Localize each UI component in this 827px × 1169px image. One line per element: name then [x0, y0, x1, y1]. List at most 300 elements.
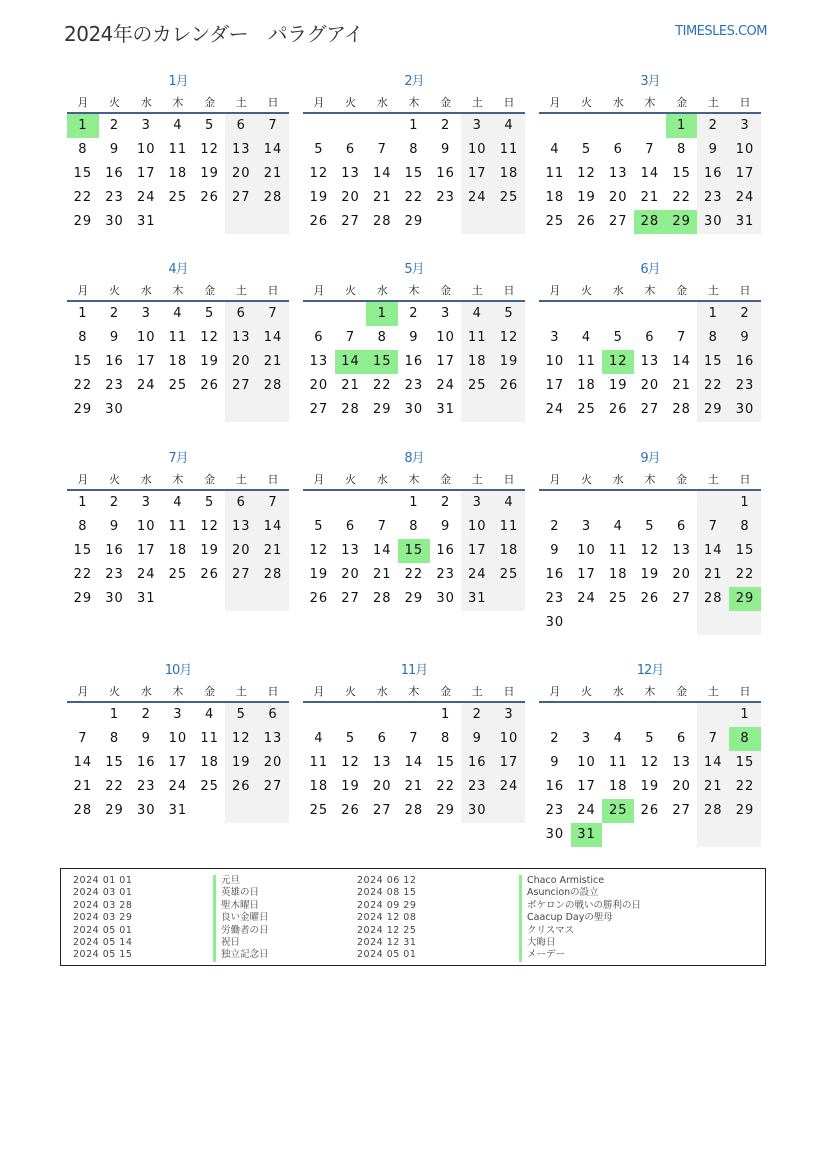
day-cell: 16	[545, 567, 565, 582]
day-cell: 21	[257, 350, 289, 374]
day-cell: 30	[436, 591, 455, 606]
holiday-date: 2024 06 12	[357, 875, 417, 886]
day-cell: 26	[200, 378, 219, 393]
day-cell: 26	[200, 190, 219, 205]
day-cell: 26	[493, 374, 525, 398]
month-block	[539, 73, 761, 234]
day-cell: 8	[697, 326, 729, 350]
day-cell: 19	[640, 567, 660, 582]
day-cell: 18	[493, 539, 525, 563]
day-cell: 10	[577, 755, 596, 770]
day-cell: 13	[640, 354, 660, 369]
day-cell: 5	[345, 731, 356, 746]
holiday-date: 2024 12 08	[357, 912, 417, 924]
empty-day-cell	[602, 491, 634, 515]
day-cell: 6	[225, 302, 257, 326]
day-cell: 9	[109, 519, 120, 534]
empty-day-cell	[539, 703, 571, 727]
weekday-label: 日	[503, 284, 515, 297]
day-cell: 12	[640, 543, 660, 558]
weekday-label: 水	[612, 284, 624, 297]
day-cell: 30	[105, 214, 124, 229]
empty-day-cell	[539, 491, 571, 515]
day-cell: 23	[545, 591, 565, 606]
holiday-date: 2024 03 01	[73, 887, 133, 899]
day-cell: 28	[372, 214, 392, 229]
day-cell: 18	[577, 378, 596, 393]
day-cell: 24	[136, 378, 156, 393]
weekday-label: 木	[644, 685, 656, 698]
day-cell: 2	[697, 114, 729, 138]
day-cell: 29	[105, 803, 124, 818]
empty-day-cell	[194, 398, 226, 422]
day-cell: 5	[204, 306, 215, 321]
day-cell: 15	[404, 166, 424, 181]
day-cell: 24	[136, 190, 156, 205]
day-cell: 28	[257, 186, 289, 210]
day-cell: 17	[168, 755, 188, 770]
day-cell: 18	[608, 567, 628, 582]
day-cell: 25	[545, 214, 565, 229]
day-cell: 24	[577, 591, 596, 606]
day-cell: 21	[404, 779, 424, 794]
day-cell: 17	[577, 779, 596, 794]
day-cell: 7	[377, 142, 387, 157]
day-cell: 18	[200, 755, 219, 770]
weekday-label: 水	[612, 96, 624, 109]
weekday-label: 火	[345, 284, 357, 297]
day-cell: 6	[676, 519, 687, 534]
day-cell: 19	[608, 378, 628, 393]
day-cell: 4	[550, 142, 560, 157]
weekday-header	[303, 470, 525, 491]
day-cell: 28	[372, 591, 392, 606]
weekday-label: 金	[204, 685, 216, 698]
empty-day-cell	[303, 302, 335, 326]
weekday-label: 火	[581, 473, 593, 486]
day-cell: 9	[440, 519, 451, 534]
day-cell: 17	[461, 162, 493, 186]
day-cell: 18	[168, 543, 188, 558]
day-cell: 3	[550, 330, 560, 345]
weekday-label: 木	[408, 284, 420, 297]
day-cell: 20	[372, 779, 392, 794]
holiday-day-cell: 14	[335, 350, 367, 374]
weekday-label: 日	[739, 284, 751, 297]
empty-day-cell	[634, 703, 666, 727]
day-cell: 13	[257, 727, 289, 751]
weekday-label: 土	[707, 96, 719, 109]
day-cell: 4	[493, 114, 525, 138]
month-title: 6月	[640, 262, 660, 277]
day-cell: 30	[461, 799, 493, 823]
empty-day-cell	[67, 703, 99, 727]
day-cell: 5	[314, 519, 324, 534]
day-cell: 21	[257, 539, 289, 563]
holiday-name: ボケロンの戦いの勝利の日	[519, 900, 641, 912]
day-cell: 19	[493, 350, 525, 374]
day-cell: 4	[461, 302, 493, 326]
day-grid	[539, 491, 761, 635]
day-cell: 13	[309, 354, 329, 369]
day-cell: 23	[105, 378, 124, 393]
empty-day-cell	[666, 491, 698, 515]
day-cell: 3	[729, 114, 761, 138]
day-cell: 30	[105, 591, 124, 606]
day-cell: 28	[341, 402, 360, 417]
empty-day-cell	[571, 703, 603, 727]
day-cell: 10	[461, 138, 493, 162]
weekday-label: 日	[739, 473, 751, 486]
day-cell: 10	[136, 330, 156, 345]
day-cell: 22	[73, 567, 93, 582]
weekday-label: 水	[612, 473, 624, 486]
day-cell: 23	[404, 378, 424, 393]
weekday-label: 土	[707, 685, 719, 698]
day-cell: 24	[729, 186, 761, 210]
empty-day-cell	[602, 823, 634, 847]
month-block	[539, 662, 761, 847]
empty-day-cell	[335, 491, 367, 515]
day-cell: 19	[200, 166, 219, 181]
day-cell: 23	[105, 190, 124, 205]
day-cell: 13	[341, 543, 360, 558]
day-cell: 7	[257, 302, 289, 326]
day-cell: 28	[697, 587, 729, 611]
weekday-label: 日	[739, 96, 751, 109]
day-grid	[539, 114, 761, 234]
day-cell: 29	[73, 402, 93, 417]
day-cell: 14	[257, 138, 289, 162]
day-cell: 2	[550, 519, 560, 534]
month-title: 3月	[640, 74, 660, 89]
day-cell: 25	[200, 779, 219, 794]
day-cell: 11	[493, 138, 525, 162]
day-cell: 6	[225, 491, 257, 515]
day-cell: 20	[341, 190, 360, 205]
empty-day-cell	[194, 587, 226, 611]
day-cell: 26	[640, 803, 660, 818]
day-cell: 8	[109, 731, 120, 746]
weekday-label: 日	[267, 96, 279, 109]
weekday-label: 金	[440, 685, 452, 698]
empty-day-cell	[539, 114, 571, 138]
weekday-label: 月	[313, 685, 325, 698]
day-cell: 11	[461, 326, 493, 350]
day-cell: 7	[257, 491, 289, 515]
month-title: 11月	[400, 663, 428, 678]
day-cell: 8	[78, 330, 88, 345]
day-cell: 5	[645, 731, 655, 746]
day-cell: 20	[225, 350, 257, 374]
month-title: 1月	[168, 74, 188, 89]
weekday-label: 金	[440, 284, 452, 297]
day-cell: 29	[404, 591, 424, 606]
day-cell: 26	[309, 591, 329, 606]
weekday-label: 火	[581, 96, 593, 109]
day-cell: 22	[672, 190, 691, 205]
day-cell: 1	[697, 302, 729, 326]
day-cell: 18	[545, 190, 565, 205]
weekday-label: 火	[109, 96, 121, 109]
brand-link[interactable]: TIMESLES.COM	[675, 24, 767, 39]
day-cell: 25	[493, 563, 525, 587]
weekday-label: 火	[581, 284, 593, 297]
day-cell: 1	[440, 707, 451, 722]
day-cell: 10	[136, 519, 156, 534]
day-cell: 12	[341, 755, 360, 770]
day-cell: 8	[409, 519, 419, 534]
day-cell: 3	[141, 306, 151, 321]
month-title: 2月	[404, 74, 424, 89]
day-cell: 13	[225, 326, 257, 350]
day-cell: 7	[676, 330, 687, 345]
day-cell: 25	[577, 402, 596, 417]
day-cell: 23	[545, 803, 565, 818]
day-cell: 25	[168, 378, 188, 393]
day-cell: 31	[136, 591, 156, 606]
empty-day-cell	[571, 491, 603, 515]
day-cell: 29	[73, 591, 93, 606]
holiday-day-cell: 31	[571, 823, 603, 847]
day-cell: 24	[136, 567, 156, 582]
day-cell: 22	[729, 775, 761, 799]
day-cell: 25	[309, 803, 329, 818]
day-cell: 1	[109, 707, 120, 722]
day-cell: 14	[257, 326, 289, 350]
day-cell: 12	[200, 330, 219, 345]
day-cell: 14	[372, 166, 392, 181]
weekday-label: 火	[345, 96, 357, 109]
day-cell: 9	[697, 138, 729, 162]
weekday-label: 木	[644, 284, 656, 297]
weekday-label: 金	[440, 473, 452, 486]
empty-day-cell	[225, 799, 257, 823]
day-cell: 27	[225, 563, 257, 587]
day-cell: 9	[550, 543, 560, 558]
day-cell: 8	[78, 142, 88, 157]
holiday-name: 祝日	[213, 937, 269, 949]
empty-day-cell	[634, 611, 666, 635]
weekday-header	[539, 93, 761, 114]
weekday-label: 木	[408, 96, 420, 109]
day-cell: 30	[545, 827, 565, 842]
day-cell: 26	[225, 775, 257, 799]
day-cell: 15	[672, 166, 691, 181]
holiday-name: 良い金曜日	[213, 912, 269, 924]
weekday-label: 木	[172, 473, 184, 486]
weekday-label: 月	[313, 473, 325, 486]
day-grid	[539, 302, 761, 422]
day-cell: 21	[672, 378, 691, 393]
empty-day-cell	[162, 587, 194, 611]
day-cell: 2	[141, 707, 151, 722]
day-cell: 25	[168, 567, 188, 582]
day-cell: 22	[404, 190, 424, 205]
day-cell: 17	[136, 166, 156, 181]
day-cell: 17	[545, 378, 565, 393]
weekday-label: 水	[376, 473, 388, 486]
empty-day-cell	[257, 587, 289, 611]
day-cell: 26	[608, 402, 628, 417]
day-cell: 5	[225, 703, 257, 727]
day-cell: 1	[78, 495, 88, 510]
day-cell: 7	[257, 114, 289, 138]
empty-day-cell	[602, 703, 634, 727]
weekday-label: 金	[204, 473, 216, 486]
day-cell: 3	[440, 306, 451, 321]
day-cell: 19	[640, 779, 660, 794]
empty-day-cell	[493, 799, 525, 823]
empty-day-cell	[493, 398, 525, 422]
day-cell: 14	[697, 539, 729, 563]
day-cell: 27	[225, 374, 257, 398]
day-cell: 17	[136, 543, 156, 558]
holiday-date: 2024 05 14	[73, 936, 133, 948]
weekday-label: 土	[235, 96, 247, 109]
empty-day-cell	[571, 302, 603, 326]
day-cell: 2	[461, 703, 493, 727]
day-cell: 19	[200, 354, 219, 369]
day-cell: 23	[105, 567, 124, 582]
day-cell: 2	[109, 118, 120, 133]
day-cell: 18	[493, 162, 525, 186]
day-cell: 9	[109, 142, 120, 157]
weekday-label: 土	[235, 473, 247, 486]
day-cell: 17	[577, 567, 596, 582]
holiday-name: クリスマス	[519, 925, 641, 937]
day-cell: 14	[73, 755, 93, 770]
empty-day-cell	[697, 823, 729, 847]
empty-day-cell	[398, 703, 430, 727]
day-cell: 10	[461, 515, 493, 539]
day-cell: 25	[608, 591, 628, 606]
empty-day-cell	[697, 491, 729, 515]
day-grid	[303, 491, 525, 611]
month-block	[303, 261, 525, 422]
day-cell: 30	[105, 402, 124, 417]
page-title: 2024年のカレンダー パラグアイ	[64, 22, 364, 46]
day-cell: 4	[204, 707, 215, 722]
weekday-label: 金	[204, 96, 216, 109]
day-cell: 20	[225, 162, 257, 186]
day-cell: 14	[672, 354, 691, 369]
day-cell: 12	[493, 326, 525, 350]
day-cell: 28	[257, 374, 289, 398]
day-cell: 9	[461, 727, 493, 751]
day-grid	[303, 114, 525, 234]
day-cell: 3	[141, 118, 151, 133]
day-cell: 21	[73, 779, 93, 794]
holiday-day-cell: 1	[67, 114, 99, 138]
day-cell: 26	[640, 591, 660, 606]
day-cell: 9	[550, 755, 560, 770]
empty-day-cell	[366, 491, 398, 515]
day-cell: 18	[168, 166, 188, 181]
day-cell: 14	[640, 166, 660, 181]
day-cell: 3	[493, 703, 525, 727]
day-cell: 9	[440, 142, 451, 157]
weekday-label: 水	[376, 685, 388, 698]
day-cell: 28	[257, 563, 289, 587]
day-cell: 6	[345, 142, 356, 157]
day-cell: 17	[436, 354, 455, 369]
day-cell: 15	[729, 539, 761, 563]
weekday-label: 土	[471, 284, 483, 297]
empty-day-cell	[430, 210, 462, 234]
empty-day-cell	[461, 398, 493, 422]
holiday-day-cell: 25	[602, 799, 634, 823]
month-block	[539, 450, 761, 635]
day-cell: 28	[404, 803, 424, 818]
day-cell: 25	[493, 186, 525, 210]
day-cell: 18	[309, 779, 329, 794]
day-cell: 15	[436, 755, 455, 770]
empty-day-cell	[602, 302, 634, 326]
day-cell: 23	[436, 190, 455, 205]
weekday-label: 土	[235, 284, 247, 297]
weekday-header	[539, 281, 761, 302]
day-cell: 26	[200, 567, 219, 582]
day-cell: 11	[577, 354, 596, 369]
empty-day-cell	[366, 703, 398, 727]
day-cell: 10	[136, 142, 156, 157]
day-cell: 4	[581, 330, 592, 345]
holiday-day-cell: 29	[666, 210, 698, 234]
holiday-day-cell: 1	[666, 114, 698, 138]
day-cell: 3	[461, 491, 493, 515]
weekday-label: 月	[549, 284, 561, 297]
empty-day-cell	[493, 210, 525, 234]
day-cell: 4	[173, 306, 183, 321]
empty-day-cell	[194, 799, 226, 823]
day-cell: 9	[141, 731, 151, 746]
empty-day-cell	[225, 398, 257, 422]
day-cell: 29	[697, 398, 729, 422]
day-cell: 5	[314, 142, 324, 157]
day-cell: 13	[372, 755, 392, 770]
weekday-header	[67, 281, 289, 302]
day-cell: 11	[608, 755, 628, 770]
day-cell: 27	[672, 591, 691, 606]
day-cell: 14	[697, 751, 729, 775]
day-cell: 19	[341, 779, 360, 794]
holiday-dates-col-1	[73, 875, 132, 962]
day-cell: 10	[436, 330, 455, 345]
day-grid	[67, 114, 289, 234]
day-cell: 6	[225, 114, 257, 138]
empty-day-cell	[697, 703, 729, 727]
day-cell: 1	[729, 703, 761, 727]
day-cell: 20	[309, 378, 329, 393]
day-cell: 15	[729, 751, 761, 775]
day-cell: 20	[672, 567, 691, 582]
empty-day-cell	[571, 114, 603, 138]
day-cell: 6	[257, 703, 289, 727]
weekday-label: 木	[408, 685, 420, 698]
month-title: 7月	[168, 451, 188, 466]
day-cell: 8	[78, 519, 88, 534]
day-cell: 26	[309, 214, 329, 229]
month-title: 10月	[164, 663, 192, 678]
day-cell: 31	[136, 214, 156, 229]
day-cell: 31	[729, 210, 761, 234]
weekday-label: 月	[77, 685, 89, 698]
day-cell: 4	[613, 519, 623, 534]
holiday-names-col-1	[213, 875, 269, 962]
day-cell: 6	[613, 142, 623, 157]
day-cell: 16	[697, 162, 729, 186]
